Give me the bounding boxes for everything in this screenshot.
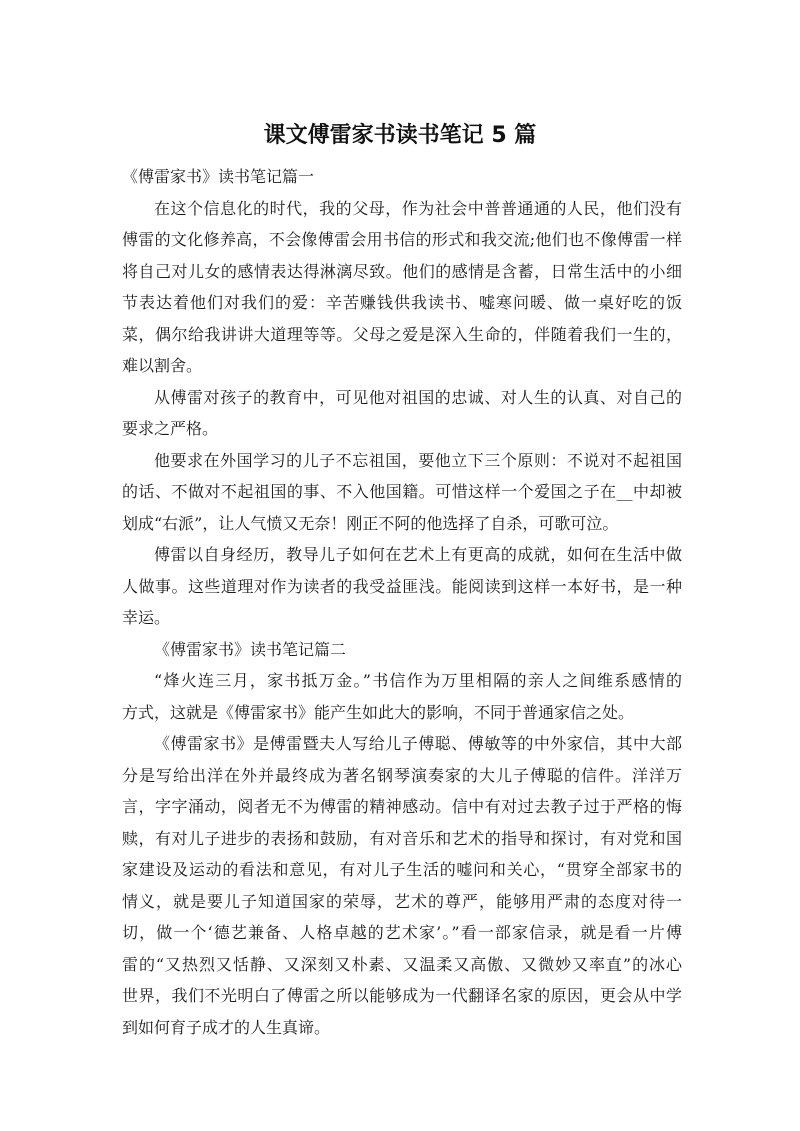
text-line: 的话、不做对不起祖国的事、不入他国籍。可惜这样一个爱国之子在__中却被 [122,482,682,501]
document-title: 课文傅雷家书读书笔记 5 篇 [263,123,537,148]
text-line: 世界，我们不光明白了傅雷之所以能够成为一代翻译名家的原因，更会从中学 [122,986,682,1005]
text-line: 赎，有对儿子进步的表扬和鼓励，有对音乐和艺术的指导和探讨，有对党和国 [122,828,682,848]
text-line: 要求之严格。 [122,419,219,438]
text-line: 《傅雷家书》是傅雷暨夫人写给儿子傅聪、傅敏等的中外家信，其中大部 [154,734,682,753]
text-line: 难以割舍。 [122,356,203,375]
paragraph [122,539,682,634]
text-line: 雷的“又热烈又恬静、又深刻又朴素、又温柔又高傲、又微妙又率直”的冰心 [122,954,682,974]
text-line: 分是写给出洋在外并最终成为著名钢琴演奏家的大儿子傅聪的信件。洋洋万 [122,765,682,785]
text-line: 方式，这就是《傅雷家书》能产生如此大的影响，不同于普通家信之处。 [122,702,635,722]
text-line: 《傅雷家书》读书笔记篇一 [122,167,315,186]
text-line: 人做事。这些道理对作为读者的我受益匪浅。能阅读到这样一本好书，是一种 [122,576,682,596]
text-line: 菜，偶尔给我讲讲大道理等等。父母之爱是深入生命的，伴随着我们一生的， [122,324,682,344]
text-line: 傅雷以自身经历，教导儿子如何在艺术上有更高的成就，如何在生活中做 [154,545,682,564]
text-line: 到如何育子成才的人生真谛。 [122,1017,331,1037]
text-line: 将自己对儿女的感情表达得淋漓尽致。他们的感情是含蓄，日常生活中的小细 [122,261,682,281]
text-line: 傅雷的文化修养高，不会像傅雷会用书信的形式和我交流;他们也不像傅雷一样 [122,230,682,249]
text-line: “烽火连三月，家书抵万金。”书信作为万里相隔的亲人之间维系感情的 [154,671,682,690]
paragraph [122,665,682,728]
text-line: 幸运。 [122,608,171,627]
text-line: 节表达着他们对我们的爱：辛苦赚钱供我读书、嘘寒问暖、做一桌好吃的饭 [122,293,682,312]
paragraph [122,445,682,540]
section-heading [122,634,682,666]
paragraph [122,193,682,382]
text-line: 《傅雷家书》读书笔记篇二 [154,639,347,659]
section-heading [122,161,682,193]
text-line: 言，字字涌动，阅者无不为傅雷的精神感动。信中有对过去教子过于严格的悔 [122,797,682,816]
text-line: 家建设及运动的看法和意见，有对儿子生活的嘘问和关心，“贯穿全部家书的 [122,860,682,879]
text-line: 他要求在外国学习的儿子不忘祖国，要他立下三个原则：不说对不起祖国 [154,450,682,470]
text-line: 情义，就是要儿子知道国家的荣辱，艺术的尊严，能够用严肃的态度对待一 [122,891,682,911]
text-line: 切，做一个‘德艺兼备、人格卓越的艺术家’。”看一部家信录，就是看一片傅 [122,923,682,942]
text-line: 从傅雷对孩子的教育中，可见他对祖国的忠诚、对人生的认真、对自己的 [154,387,682,407]
text-line: 划成“右派”，让人气愤又无奈！刚正不阿的他选择了自杀，可歌可泣。 [122,513,619,533]
text-line: 在这个信息化的时代，我的父母，作为社会中普普通通的人民，他们没有 [154,198,682,218]
paragraph [122,728,682,1043]
paragraph [122,382,682,445]
document-body [122,161,682,1043]
